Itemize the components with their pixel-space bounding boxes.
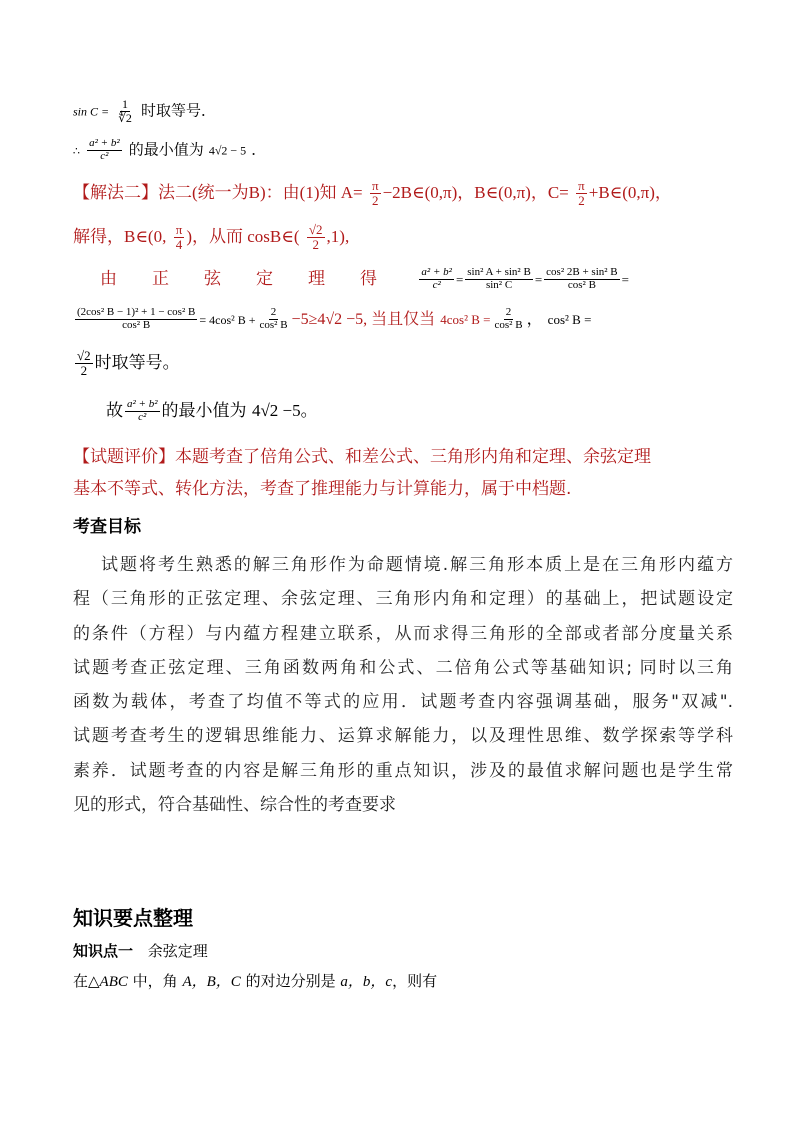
method2-line-6: 故 $\frac{\text{a² + b²}}{\text{c²}}$ 的最小值为 4√2 −5。 [106,397,318,423]
knowledge-point-title [73,940,734,961]
fraction-one-over-root: $\frac{1}{∜2}$ [118,97,132,125]
method2-line-2: 解得，B∈(0, $\frac{\pi}{4}$ )，从而 cosB∈( $\frac{√2}{2}$ ,1), [73,221,350,252]
knowledge-statement: 在△ABC 中，角 A，B，C 的对边分别是 a，b，c，则有 [73,972,438,990]
evaluation-line-1: 【试题评价】本题考查了倍角公式、和差公式、三角形内角和定理、余弦定理 [73,447,651,467]
evaluation-tag: 【试题评价】 [73,447,175,467]
fraction-root2-over-2: $\frac{√2}{2}$ [308,221,323,252]
paragraph-line: 素养．试题考查的内容是解三角形的重点知识，涉及的最值求解问题也是学生常 [73,760,733,781]
knowledge-heading: 知识要点整理 [73,906,193,930]
paragraph-line: 的条件（方程）与内蕴方程建立联系，从而求得三角形的全部或者部分度量关系 [73,623,733,644]
objective-paragraph [73,548,733,822]
fraction-ab-over-c: $\frac{\text{a² + b²}}{\text{c²}}$ [89,137,120,162]
min-value: 4√2 − 5 [208,143,247,158]
method2-line-5 [73,348,734,377]
paragraph-line: 见的形式，符合基础性、综合性的考查要求 [73,795,396,816]
fraction-pi-over-4: $\frac{\pi}{4}$ [175,221,183,252]
sinc-expression: sin C = [73,104,110,119]
solution-line-1 [73,98,734,124]
fraction-2-over-cos2b: $\frac{2}{\text{cos² B}}$ [494,306,523,331]
fraction-2-over-cos2b: $\frac{2}{\text{cos² B}}$ [259,306,288,331]
fraction-root2-over-2: $\frac{√2}{2}$ [77,347,91,378]
point-label: 知识点一 [73,942,134,960]
fraction-pi-over-2: $\frac{\pi}{2}$ [578,177,585,208]
objective-heading: 考查目标 [73,517,141,537]
sine-law-lead: 由正弦定理得 [100,269,412,289]
equality-condition-text: 时取等号。 [94,353,180,373]
method2-tag: 【解法二】 [73,183,158,203]
min-value-text: 的最小值为 [161,401,247,421]
paragraph-line: 程（三角形的正弦定理、余弦定理、三角形内角和定理）的基础上，把试题设定 [73,589,733,610]
paragraph-line: 试题考查考生的逻辑思维能力、运算求解能力，以及理性思维、数学探索等学科 [73,726,733,747]
fraction-ab-over-c: $\frac{\text{a² + b²}}{\text{c²}}$ [127,397,158,423]
paragraph-line: 函数为载体，考查了均值不等式的应用．试题考查内容强调基础，服务"双减". [73,692,733,713]
paragraph-line: 试题将考生熟悉的解三角形作为命题情境.解三角形本质上是在三角形内蕴方 [101,555,733,575]
method2-line-4: $\frac{\text{(2cos² B − 1)² + 1 − cos² B}}{\text{cos² B}}$ = 4cos² B + $\frac{2}{\text{cos² B}}$ −5≥4√2 −5, 当且仅当 4cos² B = $\frac{2}{\text{cos² B}}$ ， cos² B = [77,306,592,331]
min-value: 4√2 −5。 [251,401,318,420]
fraction-cos-ratio: $\frac{\text{cos² 2B + sin² B}}{\text{cos² B}}$ [546,265,618,291]
method2-line-1: 【解法二】法二(统一为B)：由(1)知 A= $\frac{\pi}{2}$ −2B∈(0,π)，B∈(0,π)，C= $\frac{\pi}{2}$ +B∈(0,π)， [73,177,672,208]
therefore-symbol: ∴ [73,144,80,158]
point-title: 余弦定理 [147,942,208,960]
fraction-expanded: $\frac{\text{(2cos² B − 1)² + 1 − cos² B}}{\text{cos² B}}$ [77,306,196,331]
equality-condition-text: 时取等号． [140,101,216,120]
solution-line-2: ∴ $\frac{\text{a² + b²}}{\text{c²}}$ 的最小值为 4√2 − 5 ． [73,137,267,162]
fraction-ab-over-c: $\frac{\text{a² + b²}}{\text{c²}}$ [421,265,452,291]
method2-line-3: 由正弦定理得 $\frac{\text{a² + b²}}{\text{c²}}$ = $\frac{\text{sin² A + sin² B}}{\text{sin² C}}$ = $\frac{\text{cos² 2B + sin² B}}{\text{cos² B}}$ = [100,265,629,291]
fraction-pi-over-2: $\frac{\pi}{2}$ [372,177,379,208]
paragraph-line: 试题考查正弦定理、三角函数两角和公式、二倍角公式等基础知识; 同时以三角 [73,657,733,678]
inequality-text: −5≥4√2 −5, 当且仅当 [291,311,436,328]
evaluation-line-2: 基本不等式、转化方法，考查了推理能力与计算能力，属于中档题. [73,479,572,499]
fraction-sin-ratio: $\frac{\text{sin² A + sin² B}}{\text{sin² C}}$ [467,265,531,291]
min-value-text: 的最小值为 [128,140,204,159]
